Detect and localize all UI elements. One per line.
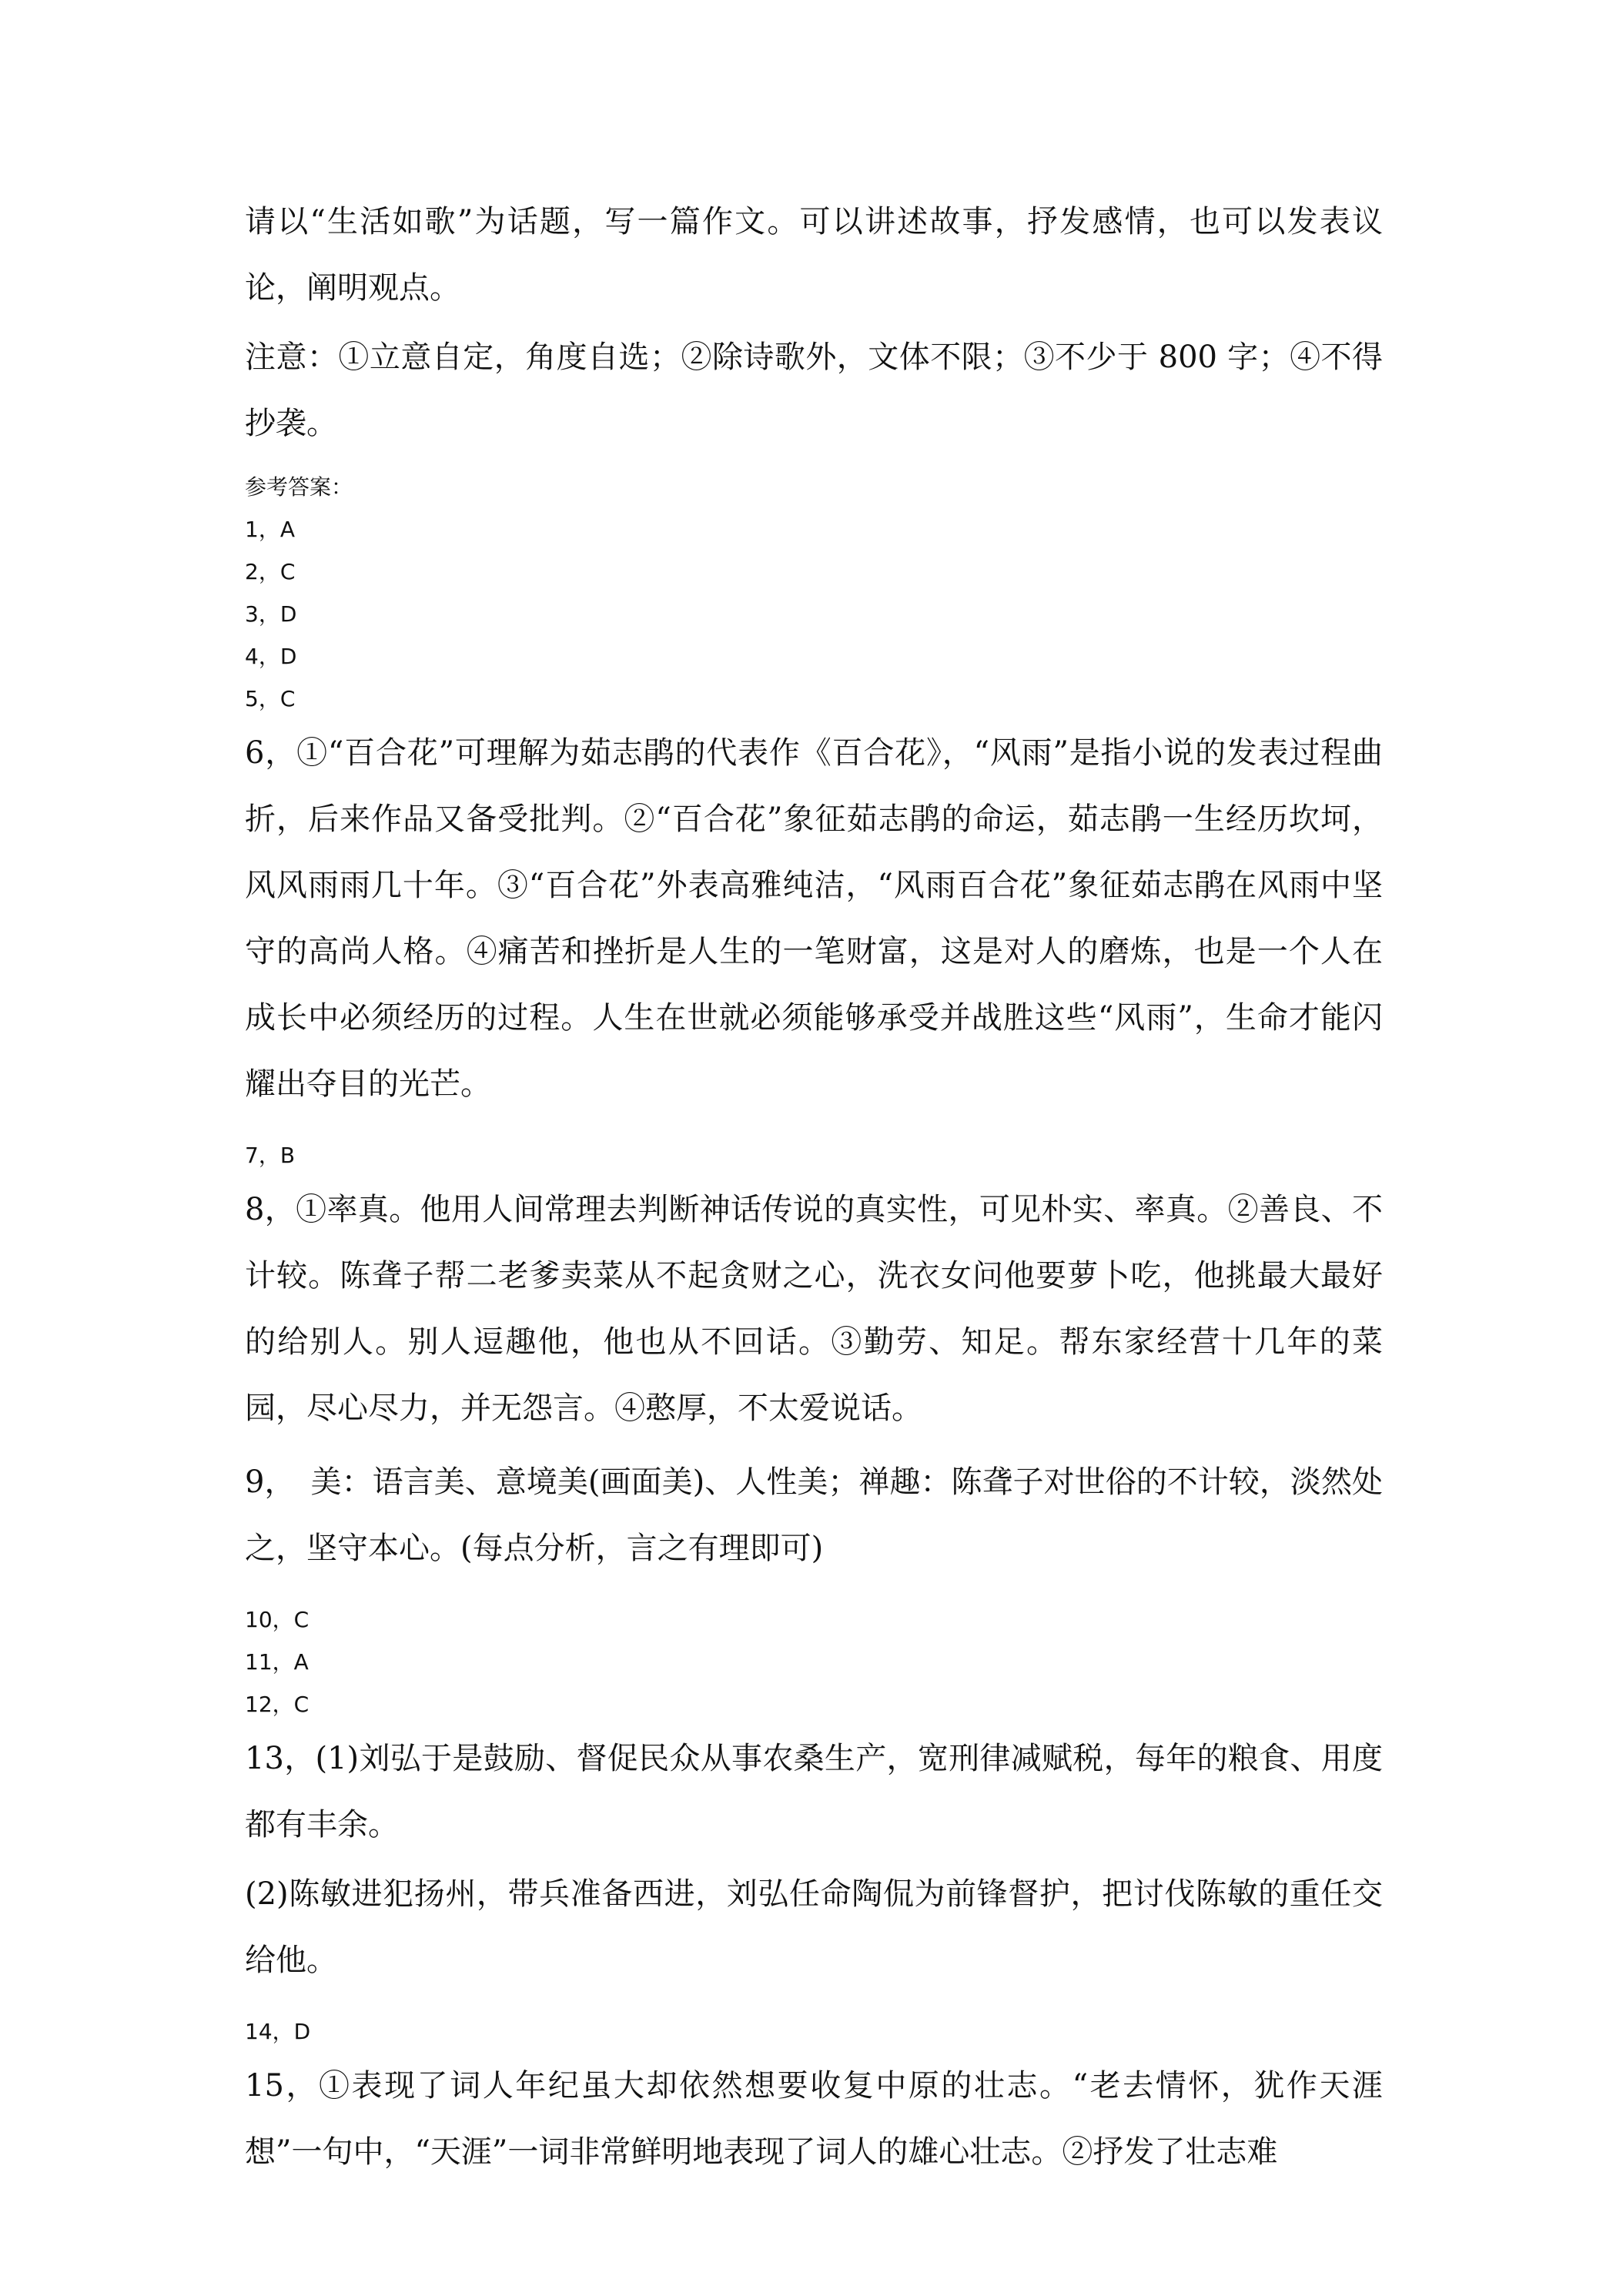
answer-8: 8，①率真。他用人间常理去判断神话传说的真实性，可见朴实、率真。②善良、不计较。陈聋子帮二老爹卖菜从不起贪财之心，洗衣女问他要萝卜吃，他挑最大最好的给别人。别人逗趣他，他也从不回话。③勤劳、知足。帮东家经营十几年的菜园，尽心尽力，并无怨言。④憨厚，不太爱说话。: [245, 1192, 1383, 1426]
answer-1: 1，A: [245, 517, 295, 542]
answer-6: 6，①“百合花”可理解为茹志鹃的代表作《百合花》，“风雨”是指小说的发表过程曲折，后来作品又备受批判。②“百合花”象征茹志鹃的命运，茹志鹃一生经历坎坷，风风雨雨几十年。③“百合花”外表高雅纯洁，“风雨百合花”象征茹志鹃在风雨中坚守的高尚人格。④痛苦和挫折是人生的一笔财富，这是对人的磨炼，也是一个人在成长中必须经历的过程。人生在世就必须能够承受并战胜这些“风雨”，生命才能闪耀出夺目的光芒。: [245, 735, 1383, 1102]
document-content: [245, 189, 1383, 2185]
answer-2: 2，C: [245, 559, 296, 584]
answer-11: 11，A: [245, 1649, 309, 1675]
answer-4: 4，D: [245, 644, 297, 669]
answers-heading: 参考答案：: [245, 474, 353, 500]
answer-5: 5，C: [245, 686, 296, 711]
essay-prompt: 请以“生活如歌”为话题，写一篇作文。可以讲述故事，抒发感情，也可以发表议论，阐明观点。: [245, 204, 1383, 306]
answer-12: 12，C: [245, 1692, 310, 1717]
answer-10: 10，C: [245, 1607, 310, 1632]
answer-14: 14，D: [245, 2019, 311, 2044]
answer-7: 7，B: [245, 1143, 296, 1168]
answer-13-part-2: (2)陈敏进犯扬州，带兵准备西进，刘弘任命陶侃为前锋督护，把讨伐陈敏的重任交给他。: [245, 1876, 1383, 1978]
answer-15: 15，①表现了词人年纪虽大却依然想要收复中原的壮志。“老去情怀，犹作天涯想”一句中，“天涯”一词非常鲜明地表现了词人的雄心壮志。②抒发了壮志难: [245, 2068, 1383, 2170]
essay-note: 注意：①立意自定，角度自选；②除诗歌外，文体不限；③不少于 800 字；④不得抄袭。: [245, 340, 1383, 441]
answer-3: 3，D: [245, 601, 297, 627]
answer-13-part-1: 13，(1)刘弘于是鼓励、督促民众从事农桑生产，宽刑律减赋税，每年的粮食、用度都有丰余。: [245, 1741, 1383, 1842]
answer-9: 9， 美：语言美、意境美(画面美)、人性美；禅趣：陈聋子对世俗的不计较，淡然处之，坚守本心。(每点分析，言之有理即可): [245, 1464, 1383, 1566]
